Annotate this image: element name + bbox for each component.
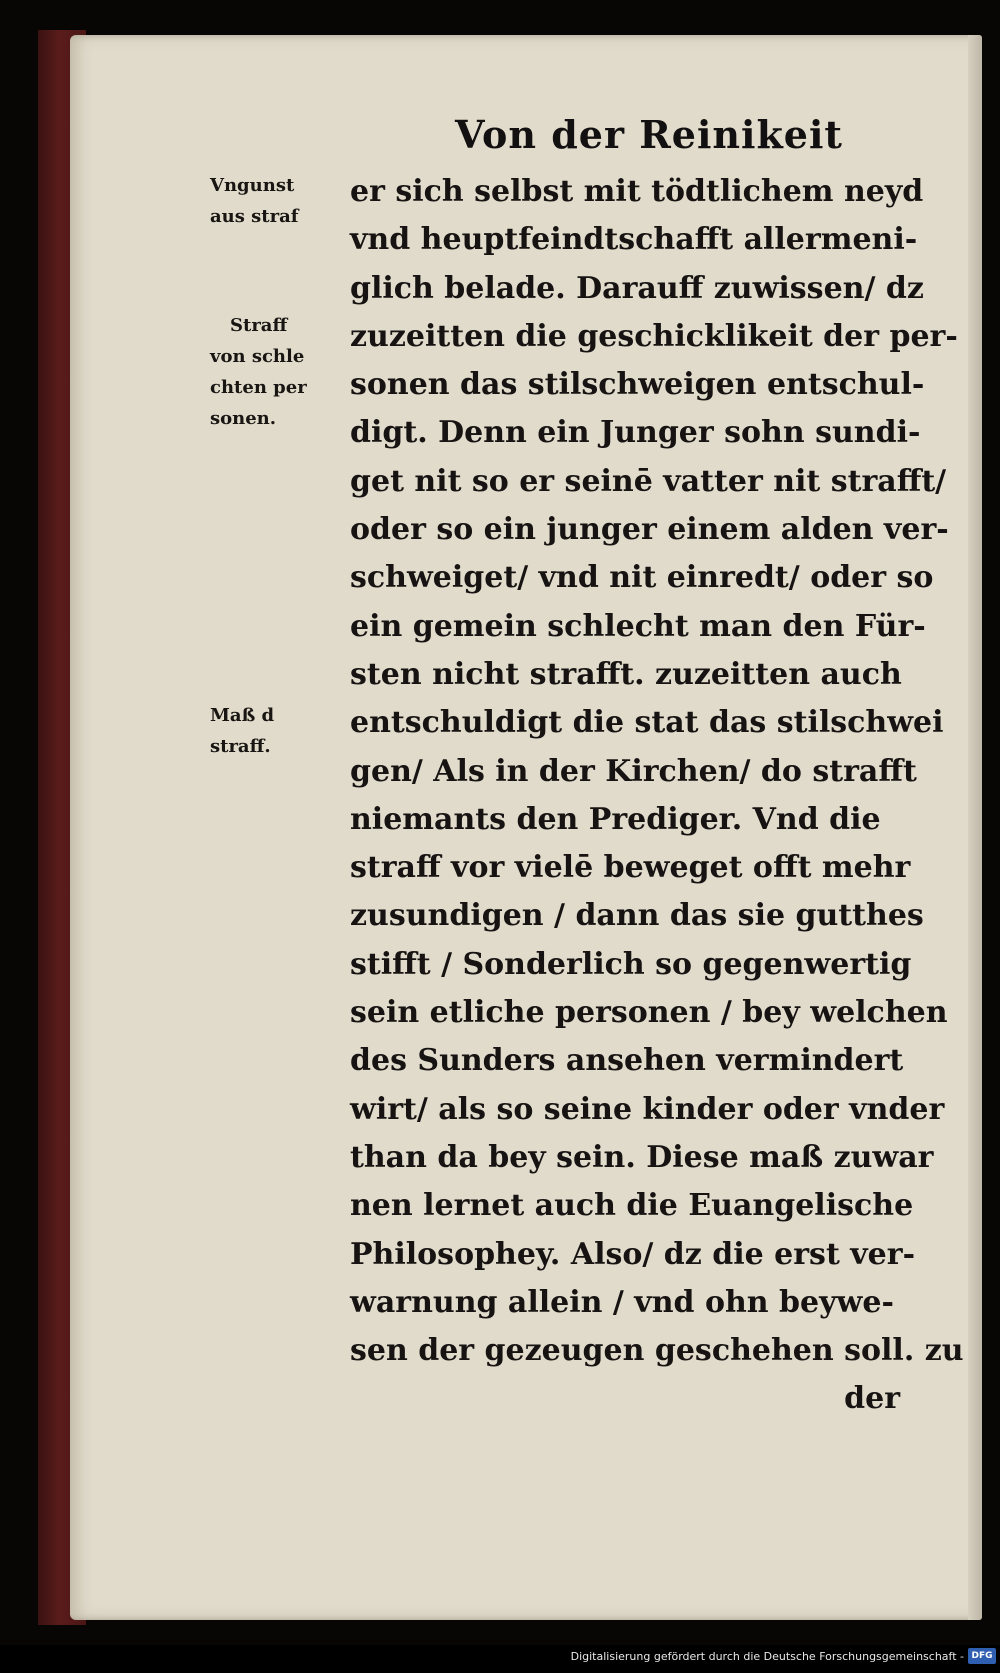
running-head: Von der Reinikeit xyxy=(455,112,843,157)
text-line: er sich selbst mit tödtlichem neyd xyxy=(350,174,924,209)
text-line: sonen das stilschweigen entschul- xyxy=(350,367,925,403)
text-line: niemants den Prediger. Vnd die xyxy=(350,801,881,837)
text-line: gen/ Als in der Kirchen/ do strafft xyxy=(350,753,917,789)
margin-note-line: Straff xyxy=(230,315,288,336)
show-through-text xyxy=(210,540,218,570)
text-line: oder so ein junger einem alden ver- xyxy=(350,512,949,548)
text-line: entschuldigt die stat das stilschwei xyxy=(350,705,944,741)
text-line: Philosophey. Also/ dz die erst ver- xyxy=(350,1236,916,1272)
text-line: vnd heuptfeindtschafft allermeni- xyxy=(350,222,918,258)
text-line: zusundigen / dann das sie gutthes xyxy=(350,898,924,934)
margin-note-vngunst xyxy=(210,170,340,232)
margin-note-line: sonen. xyxy=(210,408,277,429)
funding-credit: Digitalisierung gefördert durch die Deutsche Forschungsgemeinschaft - xyxy=(570,1650,964,1663)
text-line: sen der gezeugen geschehen soll. zu xyxy=(350,1333,964,1369)
text-line: sein etliche personen / bey welchen xyxy=(350,995,948,1031)
dfg-logo: DFG xyxy=(968,1648,996,1664)
margin-note-mass xyxy=(210,700,340,762)
text-line: get nit so er seinē vatter nit strafft/ xyxy=(350,463,947,499)
margin-note-straff xyxy=(210,310,340,434)
margin-note-line: chten per xyxy=(210,377,307,398)
text-line: nen lernet auch die Euangelische xyxy=(350,1188,914,1224)
body-text xyxy=(350,168,964,1424)
margin-note-line: Vngunst xyxy=(210,175,295,196)
text-line: than da bey sein. Diese maß zuwar xyxy=(350,1139,934,1175)
margin-note-line: von schle xyxy=(210,346,305,367)
page-edge xyxy=(968,35,982,1620)
text-line: digt. Denn ein Junger sohn sundi- xyxy=(350,415,921,451)
text-line: stifft / Sonderlich so gegenwertig xyxy=(350,946,912,982)
text-line: straff vor vielē beweget offt mehr xyxy=(350,850,911,886)
text-line: zuzeitten die geschicklikeit der per- xyxy=(350,318,958,354)
margin-note-line: straff. xyxy=(210,736,271,757)
margin-note-line: Maß d xyxy=(210,705,275,726)
catchword: der xyxy=(844,1381,900,1417)
text-line: des Sunders ansehen vermindert xyxy=(350,1043,904,1079)
text-line: ein gemein schlecht man den Für- xyxy=(350,608,926,644)
text-line: wirt/ als so seine kinder oder vnder xyxy=(350,1091,945,1127)
text-line: schweiget/ vnd nit einredt/ oder so xyxy=(350,560,934,596)
margin-note-line: aus straf xyxy=(210,206,299,227)
text-line: glich belade. Darauff zuwissen/ dz xyxy=(350,270,924,306)
footer-bar xyxy=(0,1645,1000,1673)
text-line: sten nicht strafft. zuzeitten auch xyxy=(350,656,902,692)
text-line: warnung allein / vnd ohn beywe- xyxy=(350,1284,894,1320)
